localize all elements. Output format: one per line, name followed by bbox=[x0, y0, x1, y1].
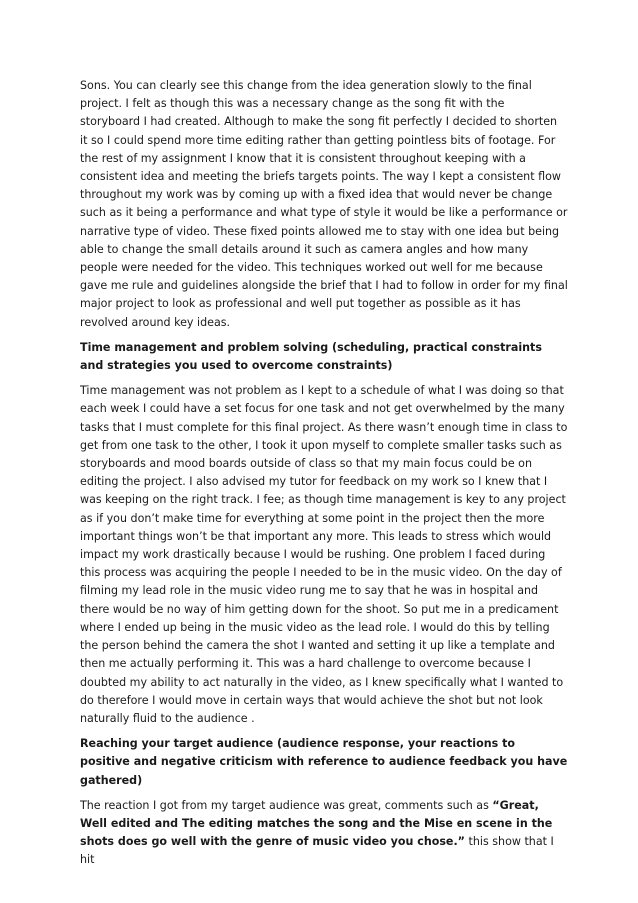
paragraph-spacer bbox=[80, 332, 568, 339]
body-paragraph-consistency: Sons. You can clearly see this change from the idea generation slowly to the final project. I felt as though this was a necessary change as the song fit with the storyboard I had created. Although to make the song fit perfectly I decided to shorten it so I could spend more time editing rather than getting pointless bits of footage. For the rest of my assignment I know that it is consistent throughout keeping with a consistent idea and meeting the briefs targets points. The way I kept a consistent flow throughout my work was by coming up with a fixed idea that would never be change such as it being a performance and what type of style it would be like a performance or narrative type of video. These fixed points allowed me to stay with one idea but being able to change the small details around it such as camera angles and how many people were needed for the video. This techniques worked out well for me because gave me rule and guidelines alongside the brief that I had to follow in order for my final major project to look as professional and well put together as possible as it has revolved around key ideas. bbox=[80, 79, 568, 329]
paragraph-spacer bbox=[80, 728, 568, 735]
paragraph-spacer bbox=[80, 375, 568, 382]
audience-quote: “Great, Well edited and The editing matches the song and the Mise en scene in the shots does go well with the genre of music video you chose.” bbox=[80, 798, 553, 849]
section-heading-target-audience: Reaching your target audience (audience response, your reactions to positive and negative criticism with reference to audience feedback you have gathered) bbox=[80, 737, 568, 787]
paragraph-spacer bbox=[80, 790, 568, 797]
reaction-tail-text: this show that I hit bbox=[80, 835, 554, 867]
body-paragraph-time-management: Time management was not problem as I kept to a schedule of what I was doing so that each week I could have a set focus for one task and not get overwhelmed by the many tasks that I must complete for this final project. As there wasn’t enough time in class to get from one task to the other, I took it upon myself to complete smaller tasks such as storyboards and mood boards outside of class so that my main focus could be on editing the project. I also advised my tutor for feedback on my work so I knew that I was keeping on the right track. I fee; as though time management is key to any project as if you don’t make time for everything at some point in the project then the more important things won’t be that important any more. This leads to stress which would impact my work drastically because I would be rushing. One problem I faced during this process was acquiring the people I needed to be in the music video. On the day of filming my lead role in the music video rung me to say that he was in hospital and there would be no way of him getting down for the shoot. So put me in a predicament where I ended up being in the music video as the lead role. I would do this by telling the person behind the camera the shot I wanted and setting it up like a template and then me actually performing it. This was a hard challenge to overcome because I doubted my ability to act naturally in the video, as I knew specifically what I wanted to do therefore I would move in certain ways that would achieve the shot but not look naturally fluid to the audience . bbox=[80, 384, 568, 725]
body-paragraph-audience-reaction bbox=[80, 797, 568, 870]
section-heading-time-management: Time management and problem solving (scheduling, practical constraints and strategies you used to overcome constraints) bbox=[80, 340, 542, 373]
reaction-intro-text: The reaction I got from my target audience was great, comments such as bbox=[80, 798, 493, 812]
document-page bbox=[80, 77, 568, 870]
